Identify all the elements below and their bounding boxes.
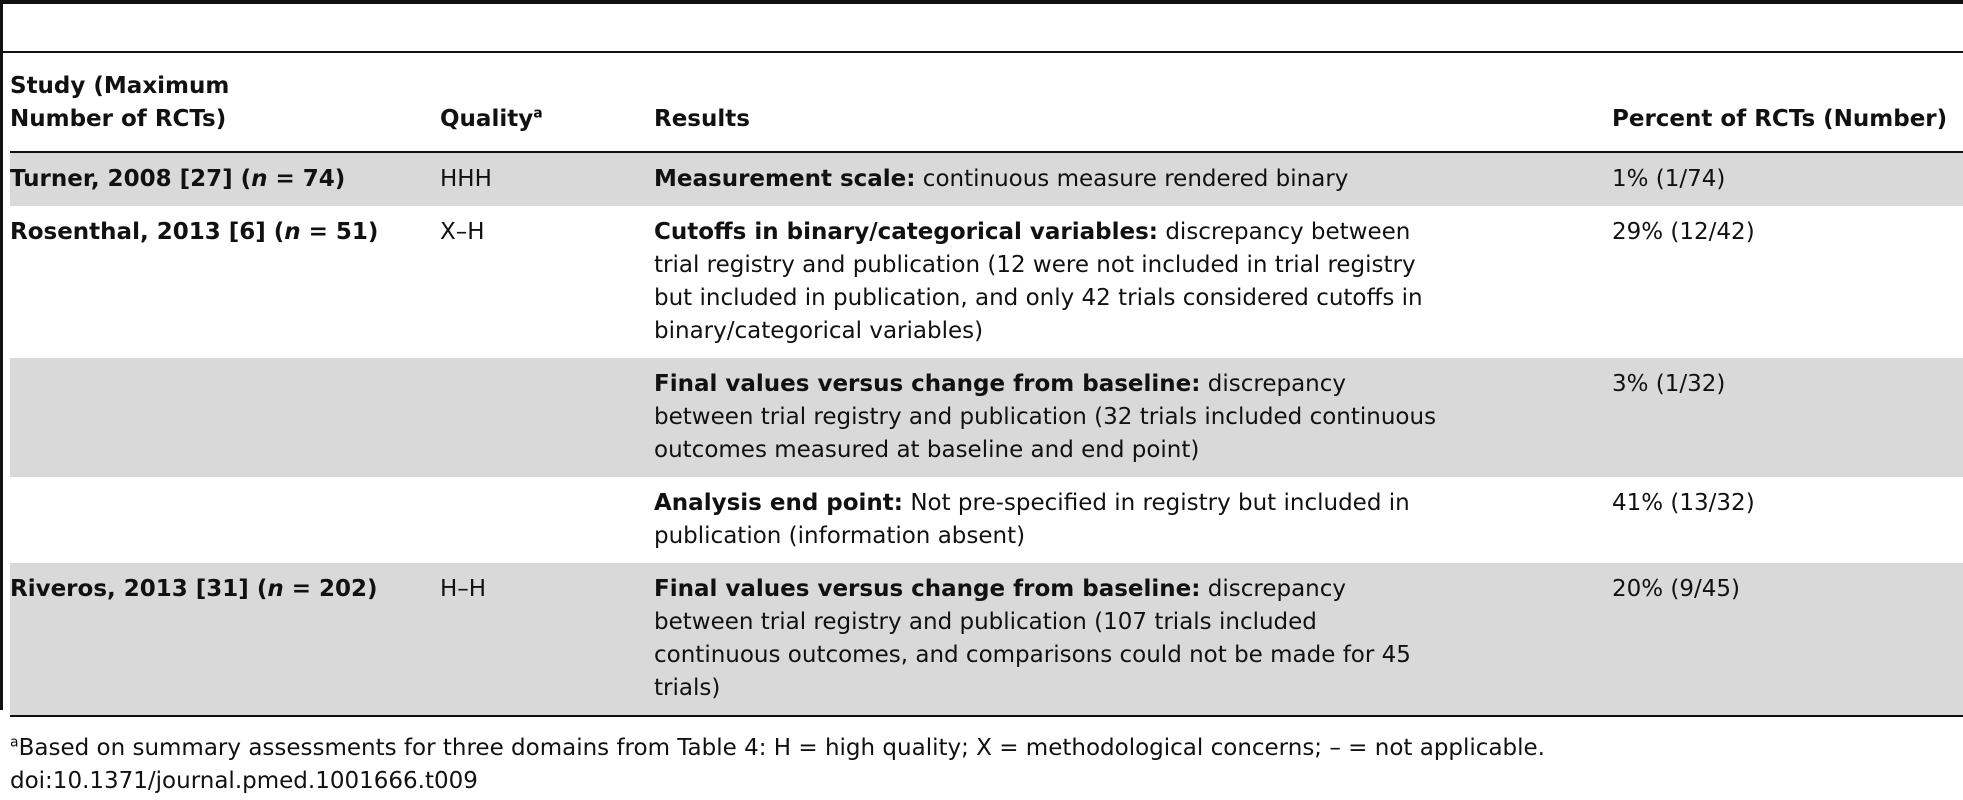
cell-quality: [440, 152, 654, 206]
header-results-label: Results: [654, 106, 750, 132]
result-text: discrepancy between trial registry and publication (32 trials included continuous outcomes measured at baseline and end point): [654, 371, 1437, 463]
study-name: Rosenthal, 2013 [6] (: [10, 219, 285, 245]
cell-percent: [1612, 358, 1963, 477]
quality-value: H–H: [440, 576, 487, 602]
results-table: [10, 53, 1963, 717]
left-rule: [0, 0, 3, 710]
cell-percent: [1612, 477, 1963, 563]
table-row: [10, 563, 1963, 716]
cell-results: [654, 358, 1612, 477]
header-quality-label: Quality: [440, 106, 534, 132]
cell-results: [654, 152, 1612, 206]
cell-percent: [1612, 152, 1963, 206]
study-name: Riveros, 2013 [31] (: [10, 576, 268, 602]
percent-value: 41% (13/32): [1612, 490, 1755, 516]
cell-quality: [440, 358, 654, 477]
study-n-symbol: n: [284, 219, 301, 245]
cell-results: [654, 206, 1612, 358]
cell-percent: [1612, 563, 1963, 716]
result-text: discrepancy between trial registry and publication (12 were not included in trial registry but included in publication, and only 42 trials considered cutoffs in binary/categorical variables): [654, 219, 1423, 344]
study-n-value: = 51): [300, 219, 379, 245]
result-heading: Measurement scale:: [654, 166, 916, 192]
cell-study: [10, 152, 440, 206]
cell-study: [10, 206, 440, 358]
header-quality-footnote-mark: a: [533, 105, 543, 122]
doi-text: doi:10.1371/journal.pmed.1001666.t009: [10, 768, 478, 794]
cell-study: [10, 477, 440, 563]
result-heading: Cutoffs in binary/categorical variables:: [654, 219, 1159, 245]
cell-results: [654, 563, 1612, 716]
result-heading: Analysis end point:: [654, 490, 904, 516]
percent-value: 3% (1/32): [1612, 371, 1726, 397]
study-n-symbol: n: [267, 576, 284, 602]
cell-study: [10, 563, 440, 716]
header-row: [10, 53, 1963, 152]
table-row: [10, 206, 1963, 358]
footnote-text: Based on summary assessments for three domains from Table 4: H = high quality; X = methodological concerns; – = not applicable.: [18, 735, 1545, 761]
study-n-value: = 202): [283, 576, 378, 602]
header-study: [10, 53, 440, 152]
quality-value: HHH: [440, 166, 492, 192]
result-heading: Final values versus change from baseline:: [654, 371, 1201, 397]
table-row: [10, 477, 1963, 563]
cell-quality: [440, 563, 654, 716]
header-study-label: Study (Maximum Number of RCTs): [10, 73, 230, 132]
footnote-mark: a: [10, 734, 19, 751]
study-n-value: = 74): [267, 166, 346, 192]
header-quality: [440, 53, 654, 152]
footnote: [10, 732, 1545, 765]
result-heading: Final values versus change from baseline:: [654, 576, 1201, 602]
header-percent-label: Percent of RCTs (Number): [1612, 106, 1948, 132]
percent-value: 1% (1/74): [1612, 166, 1726, 192]
cell-study: [10, 358, 440, 477]
table-footer: [10, 732, 1545, 798]
header-results: [654, 53, 1612, 152]
study-n-symbol: n: [251, 166, 268, 192]
percent-value: 29% (12/42): [1612, 219, 1755, 245]
cell-quality: [440, 206, 654, 358]
header-percent: [1612, 53, 1963, 152]
top-rule: [0, 0, 1963, 4]
cell-quality: [440, 477, 654, 563]
cell-results: [654, 477, 1612, 563]
table-container: [10, 53, 1963, 717]
result-text: discrepancy between trial registry and publication (107 trials included continuous outcomes, and comparisons could not be made for 45 trials): [654, 576, 1411, 701]
cell-percent: [1612, 206, 1963, 358]
result-text: Not pre-specified in registry but included in publication (information absent): [654, 490, 1410, 549]
quality-value: X–H: [440, 219, 485, 245]
study-name: Turner, 2008 [27] (: [10, 166, 252, 192]
table-row: [10, 358, 1963, 477]
percent-value: 20% (9/45): [1612, 576, 1741, 602]
result-text: continuous measure rendered binary: [915, 166, 1349, 192]
table-row: [10, 152, 1963, 206]
